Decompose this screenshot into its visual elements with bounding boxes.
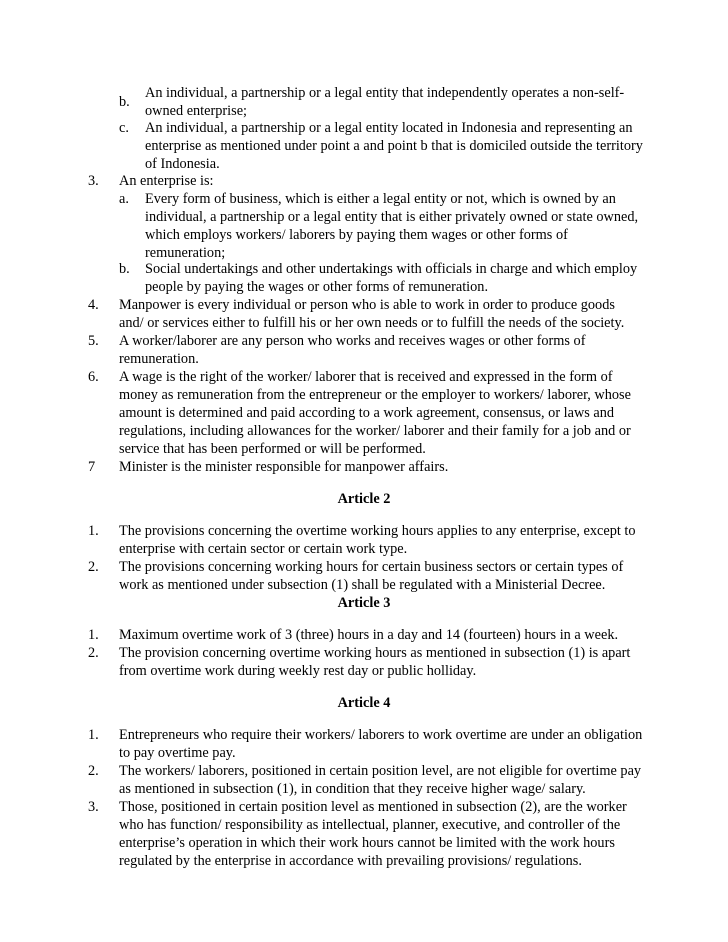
item-number: 1. [88,523,99,539]
subitem-text-line: owned enterprise; [145,103,248,119]
article-heading: Article 2 [337,491,391,507]
item-number: 3. [88,173,99,189]
item-number: 4. [88,297,99,313]
text-line: The provisions concerning the overtime working hours applies to any enterprise, except to [119,523,636,539]
item-number: 6. [88,369,99,385]
text-line: The provision concerning overtime working hours as mentioned in subsection (1) is apart [119,645,631,661]
text-line: regulations, including allowances for the worker/ laborer and their family for a job and or [119,423,631,439]
text-line: as mentioned in subsection (1), in condition that they receive higher wage/ salary. [119,781,586,797]
item-number: 5. [88,333,99,349]
subitem-letter: a. [119,191,129,207]
subitem-text-line: An individual, a partnership or a legal entity located in Indonesia and representing an [145,120,633,136]
text-line: The provisions concerning working hours for certain business sectors or certain types of [119,559,624,575]
text-line: Those, positioned in certain position level as mentioned in subsection (2), are the worker [119,799,627,815]
text-line: A wage is the right of the worker/ laborer that is received and expressed in the form of [119,369,613,385]
subitem-letter: c. [119,120,129,136]
text-line: Entrepreneurs who require their workers/ laborers to work overtime are under an obligation [119,727,643,743]
subitem-letter: b. [119,94,130,110]
text-line: remuneration. [119,351,199,367]
text-line: work as mentioned under subsection (1) shall be regulated with a Ministerial Decree. [119,577,606,593]
subitem-text-line: which employs workers/ laborers by paying them wages or other forms of [145,227,568,243]
item-number: 2. [88,763,99,779]
text-line: to pay overtime pay. [119,745,236,761]
subitem-text-line: people by paying the wages or other forms of remuneration. [145,279,489,295]
text-line: An enterprise is: [119,173,214,189]
text-line: enterprise’s operation in which their work hours cannot be limited with the work hours [119,835,615,851]
text-line: The workers/ laborers, positioned in certain position level, are not eligible for overtime pay [119,763,642,779]
article-heading: Article 4 [337,695,391,711]
article-heading: Article 3 [337,595,391,611]
item-number: 2. [88,559,99,575]
subitem-text-line: remuneration; [145,245,226,261]
text-line: from overtime work during weekly rest day or public holliday. [119,663,477,679]
subitem-text-line: of Indonesia. [145,156,220,172]
item-number: 7 [88,459,96,475]
text-line: service that has been performed or will be performed. [119,441,426,457]
item-number: 2. [88,645,99,661]
subitem-text-line: An individual, a partnership or a legal entity that independently operates a non-self- [145,85,625,101]
subitem-text-line: Every form of business, which is either a legal entity or not, which is owned by an [145,191,616,207]
text-line: enterprise with certain sector or certain work type. [119,541,408,557]
text-line: Minister is the minister responsible for manpower affairs. [119,459,449,475]
item-number: 1. [88,627,99,643]
subitem-text-line: enterprise as mentioned under point a and point b that is domiciled outside the territory [145,138,643,154]
text-line: and/ or services either to fulfill his or her own needs or to fulfill the needs of the society. [119,315,625,331]
text-line: amount is determined and paid according to a work agreement, consensus, or laws and [119,405,615,421]
item-number: 1. [88,727,99,743]
text-line: A worker/laborer are any person who works and receives wages or other forms of [119,333,586,349]
subitem-text-line: Social undertakings and other undertakings with officials in charge and which employ [145,261,638,277]
text-line: Maximum overtime work of 3 (three) hours in a day and 14 (fourteen) hours in a week. [119,627,619,643]
text-line: money as remuneration from the entrepreneur or the employer to workers/ laborer, whose [119,387,631,403]
text-line: Manpower is every individual or person who is able to work in order to produce goods [119,297,615,313]
text-line: who has function/ responsibility as intellectual, planner, executive, and controller of the [119,817,621,833]
subitem-letter: b. [119,261,130,277]
item-number: 3. [88,799,99,815]
subitem-text-line: individual, a partnership or a legal entity that is either privately owned or state owned, [145,209,639,225]
text-line: regulated by the enterprise in accordance with prevailing provisions/ regulations. [119,853,582,869]
